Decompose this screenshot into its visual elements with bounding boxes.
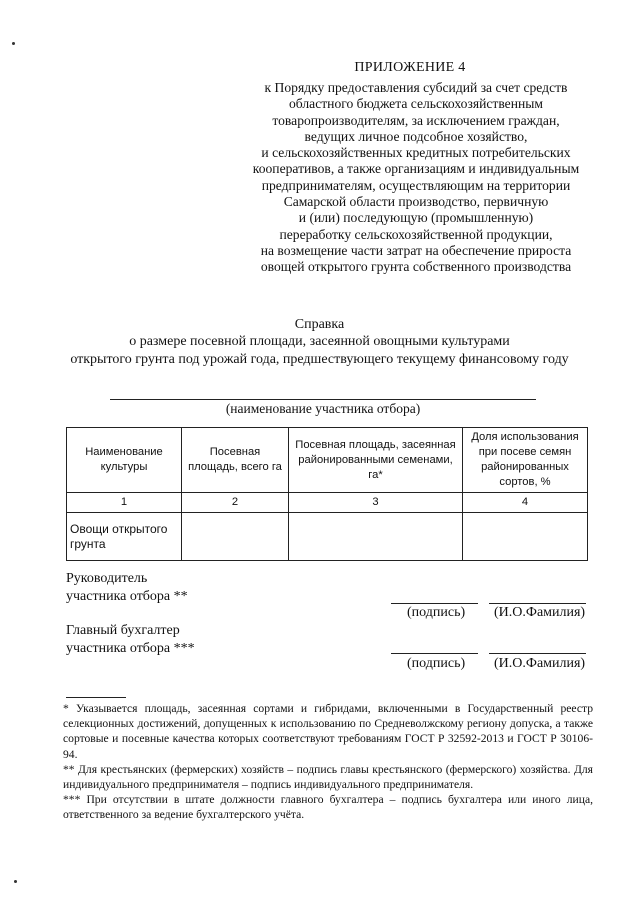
appendix-body: [230, 80, 602, 276]
appendix-line: и (или) последующую (промышленную): [298, 210, 534, 226]
appendix-line: ведущих личное подсобное хозяйство,: [304, 128, 528, 144]
cell-zoned-area[interactable]: [289, 513, 463, 561]
footnote-3: *** При отсутствии в штате должности главного бухгалтера – подпись бухгалтера или иного лица, ответственного за ведение бухгалтерского учёта.: [63, 793, 593, 822]
cell-share[interactable]: [463, 513, 588, 561]
row-label: Овощи открытого грунта: [67, 513, 182, 561]
accountant-label-line2: участника отбора ***: [66, 640, 195, 656]
appendix-line: Самарской области производство, первичную: [283, 194, 549, 210]
footnote-2: ** Для крестьянских (фермерских) хозяйств – подпись главы крестьянского (фермерского) хозяйства. Для индивидуального предпринимателя – подпись индивидуального предпринимателя.: [63, 762, 593, 792]
appendix-line: переработку сельскохозяйственной продукции,: [279, 226, 553, 242]
footnote-separator: [66, 697, 126, 698]
accountant-signature-caption: (подпись): [407, 656, 466, 671]
appendix-line: товаропроизводителям, за исключением граждан,: [272, 112, 560, 128]
head-label: [66, 570, 188, 605]
appendix-line: овощей открытого грунта собственного производства: [260, 259, 572, 275]
accountant-name-line[interactable]: [489, 653, 586, 654]
appendix-line: областного бюджета сельскохозяйственным: [289, 96, 543, 112]
footnote-1: * Указывается площадь, засеянная сортами и гибридами, включенными в Государственный реестр селекционных достижений, допущенных к использованию по Средневолжскому региону допуска, а также сортовые и посевные качества которых соответствуют требованиям ГОСТ Р 32592-2013 и ГОСТ Р 30106-94.: [63, 702, 593, 761]
scan-speck: [12, 42, 15, 45]
accountant-label: [66, 622, 195, 657]
data-table: [66, 427, 588, 561]
head-name-line[interactable]: [489, 603, 586, 604]
accountant-signature-line[interactable]: [391, 653, 478, 654]
footnotes: [63, 701, 593, 823]
appendix-line: к Порядку предоставления субсидий за счет средств: [264, 80, 568, 95]
head-name-caption: (И.О.Фамилия): [494, 605, 586, 620]
scan-speck: [14, 880, 17, 883]
header-zoned-area: Посевная площадь, засеянная районированными семенами, га*: [289, 428, 463, 493]
participant-caption: (наименование участника отбора): [225, 401, 421, 416]
certificate-subtitle-line2: открытого грунта под урожай года, предшествующего текущему финансовому году: [70, 352, 569, 367]
cell-total-area[interactable]: [182, 513, 289, 561]
header-total-area: Посевная площадь, всего га: [182, 428, 289, 493]
participant-name-line: [110, 399, 536, 400]
column-number: 2: [182, 493, 289, 513]
accountant-name-caption: (И.О.Фамилия): [494, 656, 586, 671]
column-number: 4: [463, 493, 588, 513]
head-signature-line[interactable]: [391, 603, 478, 604]
header-crop: Наименование культуры: [67, 428, 182, 493]
column-number: 1: [67, 493, 182, 513]
appendix-line: предпринимателям, осуществляющим на территории: [261, 177, 571, 193]
head-label-line1: Руководитель: [66, 571, 148, 586]
head-signature-caption: (подпись): [407, 605, 466, 620]
head-label-line2: участника отбора **: [66, 588, 188, 604]
appendix-line: на возмещение части затрат на обеспечение прироста: [260, 242, 572, 258]
appendix-title: ПРИЛОЖЕНИЕ 4: [354, 60, 466, 75]
appendix-line: кооперативов, а также организациям и индивидуальным: [252, 161, 580, 177]
header-share: Доля использования при посеве семян районированных сортов, %: [463, 428, 588, 493]
appendix-line: и сельскохозяйственных кредитных потребительских: [261, 145, 571, 161]
certificate-title: Справка: [294, 317, 345, 332]
certificate-subtitle-line1: о размере посевной площади, засеянной овощными культурами: [129, 334, 510, 349]
column-number: 3: [289, 493, 463, 513]
accountant-label-line1: Главный бухгалтер: [66, 623, 180, 638]
